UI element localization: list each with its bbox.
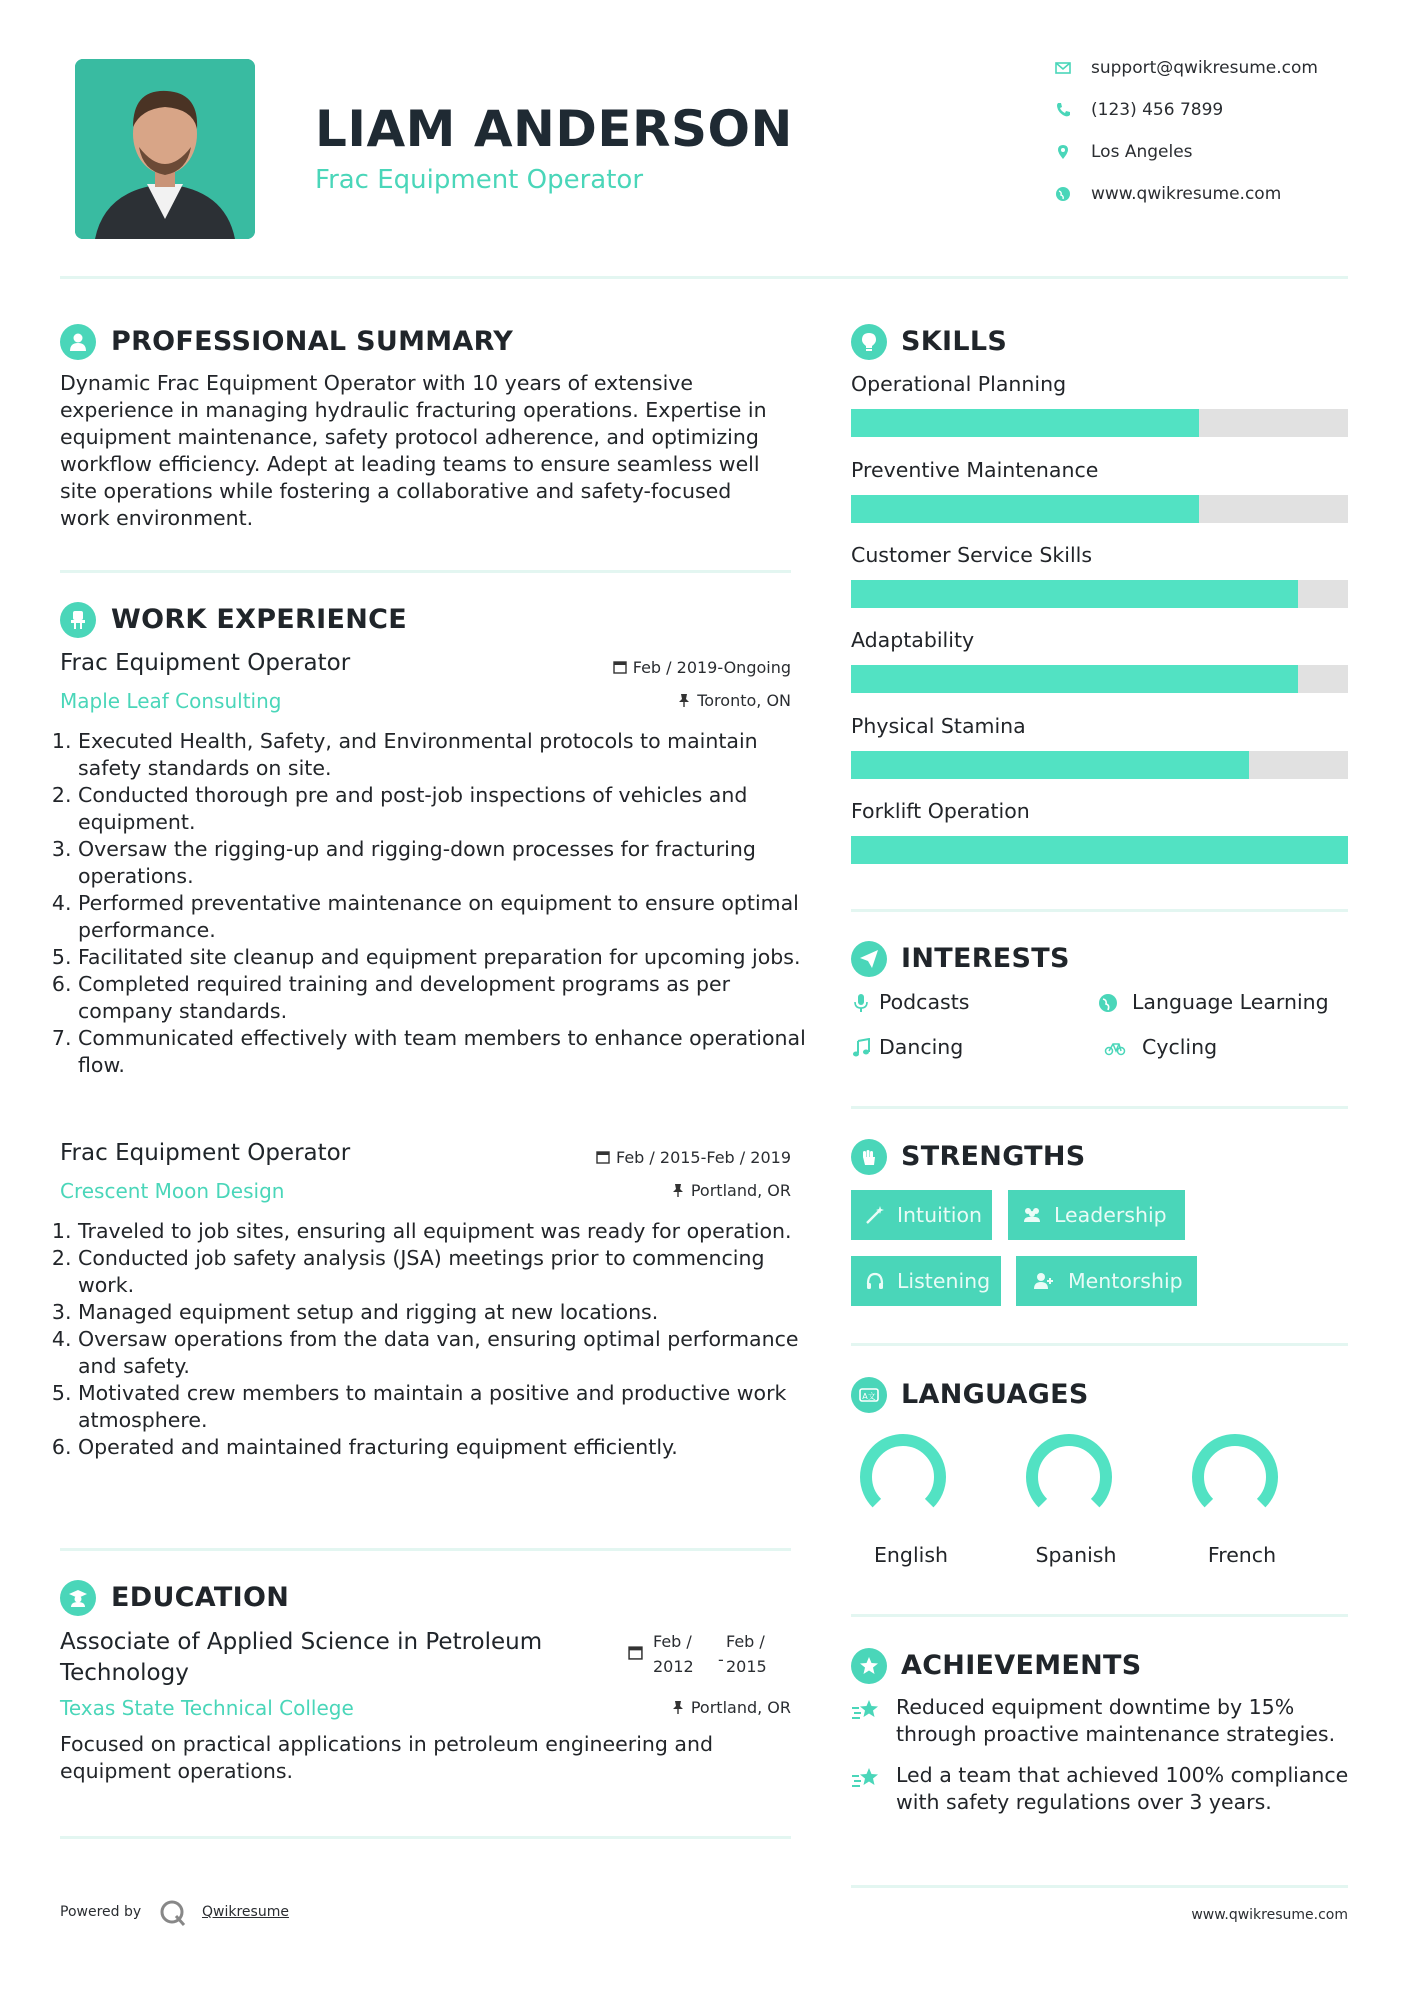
skill-bar-fill	[851, 836, 1348, 864]
edu-location	[671, 1698, 791, 1717]
calendar-icon	[613, 660, 627, 674]
languages-heading: LANGUAGES	[901, 1379, 1089, 1410]
shooting-star-icon	[851, 1698, 881, 1724]
skill-bar	[851, 751, 1348, 779]
candidate-title: Frac Equipment Operator	[315, 165, 644, 195]
job-dates-text: Feb / 2015-Feb / 2019	[616, 1148, 791, 1167]
language-ring-arc	[1032, 1440, 1106, 1503]
bicycle-icon	[1098, 1038, 1132, 1058]
map-pin-icon	[1055, 144, 1071, 160]
strength-badge	[851, 1190, 992, 1240]
strengths-divider	[851, 1343, 1348, 1346]
skill-bar-fill	[851, 580, 1298, 608]
contact-location-text: Los Angeles	[1091, 142, 1193, 162]
graduate-icon	[68, 1588, 88, 1608]
skill-bar-fill	[851, 751, 1249, 779]
achievements-heading: ACHIEVEMENTS	[901, 1650, 1142, 1681]
summary-line: work environment.	[60, 506, 254, 530]
svg-text:A文: A文	[862, 1392, 876, 1401]
skill-label: Forklift Operation	[851, 799, 1030, 823]
job-bullets	[60, 728, 818, 1079]
summary-line: workflow efficiency. Adept at leading teams to ensure seamless well	[60, 452, 760, 476]
language-ring-arc	[866, 1440, 940, 1503]
achievements-divider	[851, 1885, 1348, 1888]
shooting-star-icon	[851, 1766, 881, 1792]
strength-label: Intuition	[897, 1203, 983, 1227]
job-location-text: Portland, OR	[690, 1181, 791, 1200]
candidate-name: LIAM ANDERSON	[315, 100, 793, 158]
strengths-section-icon	[851, 1139, 887, 1175]
globe-icon	[1098, 993, 1118, 1013]
skill-bar	[851, 495, 1348, 523]
list-item: 4. Oversaw operations from the data van, ensuring optimal performance and safety.	[78, 1326, 818, 1380]
summary-line: Dynamic Frac Equipment Operator with 10 years of extensive	[60, 371, 694, 395]
skill-label: Operational Planning	[851, 372, 1067, 396]
language-ring-arc	[1198, 1440, 1272, 1503]
chair-icon	[68, 610, 88, 630]
experience-heading: WORK EXPERIENCE	[111, 604, 407, 635]
interest-label: Podcasts	[879, 990, 970, 1014]
skills-divider	[851, 909, 1348, 912]
job-location-text: Toronto, ON	[697, 691, 791, 710]
job-dates	[596, 1148, 791, 1167]
list-item: 6. Operated and maintained fracturing equipment efficiently.	[78, 1434, 818, 1461]
edu-date-start-line: Feb /	[653, 1632, 692, 1651]
skill-bar-fill	[851, 409, 1199, 437]
experience-section-icon	[60, 602, 96, 638]
summary-section-icon	[60, 324, 96, 360]
job-location	[671, 1181, 791, 1200]
degree-line: Associate of Applied Science in Petroleum	[60, 1629, 543, 1655]
users-icon	[1022, 1205, 1042, 1225]
list-item: 5. Facilitated site cleanup and equipment preparation for upcoming jobs.	[78, 944, 818, 971]
list-item: 6. Completed required training and development programs as per company standards.	[78, 971, 818, 1025]
date-separator: -	[718, 1650, 724, 1669]
contact-email-text: support@qwikresume.com	[1091, 58, 1318, 78]
summary-line: site operations while fostering a collaborative and safety-focused	[60, 479, 732, 503]
headphones-icon	[865, 1271, 885, 1291]
degree-line: Technology	[60, 1660, 189, 1686]
job-company: Maple Leaf Consulting	[60, 689, 282, 713]
education-description: Focused on practical applications in petroleum engineering and equipment operations.	[60, 1732, 713, 1783]
strength-badge	[851, 1256, 1001, 1306]
strength-label: Mentorship	[1068, 1269, 1183, 1293]
strength-badge	[1016, 1256, 1197, 1306]
skill-bar	[851, 580, 1348, 608]
edu-date-end	[726, 1629, 767, 1679]
skill-label: Adaptability	[851, 628, 975, 652]
interest-label: Language Learning	[1132, 990, 1329, 1014]
experience-divider	[60, 1548, 791, 1551]
list-item: 3. Managed equipment setup and rigging at new locations.	[78, 1299, 818, 1326]
user-plus-icon	[1030, 1271, 1056, 1291]
summary-heading: PROFESSIONAL SUMMARY	[111, 326, 514, 357]
list-item: 1. Traveled to job sites, ensuring all equipment was ready for operation.	[78, 1218, 818, 1245]
qwikresume-link[interactable]: Qwikresume	[202, 1904, 289, 1920]
interests-heading: INTERESTS	[901, 943, 1070, 974]
phone-icon	[1055, 102, 1071, 118]
avatar	[75, 59, 255, 239]
calendar-icon	[628, 1645, 643, 1664]
microphone-icon	[851, 993, 871, 1013]
interests-divider	[851, 1106, 1348, 1109]
language-ring	[858, 1432, 948, 1522]
fist-icon	[859, 1147, 879, 1167]
list-item: 4. Performed preventative maintenance on equipment to ensure optimal performance.	[78, 890, 818, 944]
language-label: English	[873, 1543, 949, 1567]
list-item: 5. Motivated crew members to maintain a positive and productive work atmosphere.	[78, 1380, 818, 1434]
translate-icon	[859, 1385, 879, 1405]
pushpin-icon	[677, 693, 691, 707]
summary-text	[60, 370, 800, 532]
job-title: Frac Equipment Operator	[60, 650, 351, 676]
contact-website-text: www.qwikresume.com	[1091, 184, 1282, 204]
list-item: 2. Conducted thorough pre and post-job inspections of vehicles and equipment.	[78, 782, 818, 836]
skills-section-icon	[851, 324, 887, 360]
skill-label: Customer Service Skills	[851, 543, 1093, 567]
language-ring	[1190, 1432, 1280, 1522]
qwikresume-logo-icon	[158, 1898, 188, 1928]
education-divider	[60, 1836, 791, 1839]
list-item: 1. Executed Health, Safety, and Environmental protocols to maintain safety standards on site.	[78, 728, 818, 782]
summary-line: experience in managing hydraulic fracturing operations. Expertise in	[60, 398, 767, 422]
school-name: Texas State Technical College	[60, 1696, 354, 1720]
edu-date-start-line: 2012	[653, 1657, 694, 1676]
degree-title	[60, 1627, 542, 1689]
user-icon	[68, 332, 88, 352]
pushpin-icon	[671, 1183, 685, 1197]
interests-section-icon	[851, 941, 887, 977]
strength-label: Listening	[897, 1269, 991, 1293]
strength-badge	[1008, 1190, 1185, 1240]
summary-line: equipment maintenance, safety protocol adherence, and optimizing	[60, 425, 759, 449]
profile-photo	[75, 59, 255, 239]
skill-bar	[851, 409, 1348, 437]
job-bullets	[60, 1218, 818, 1461]
magic-wand-icon	[865, 1205, 885, 1225]
strengths-heading: STRENGTHS	[901, 1141, 1086, 1172]
job-title: Frac Equipment Operator	[60, 1140, 351, 1166]
skill-label: Physical Stamina	[851, 714, 1026, 738]
interest-label: Dancing	[879, 1035, 964, 1059]
job-dates	[613, 658, 791, 677]
skill-label: Preventive Maintenance	[851, 458, 1099, 482]
edu-location-text: Portland, OR	[690, 1698, 791, 1717]
strength-label: Leadership	[1054, 1203, 1167, 1227]
skill-bar	[851, 836, 1348, 864]
language-ring	[1024, 1432, 1114, 1522]
education-heading: EDUCATION	[111, 1582, 290, 1613]
list-item: 7. Communicated effectively with team members to enhance operational flow.	[78, 1025, 818, 1079]
header-divider	[60, 276, 1348, 279]
contact-phone-text: (123) 456 7899	[1091, 100, 1224, 120]
star-badge-icon	[859, 1656, 879, 1676]
music-icon	[851, 1038, 871, 1058]
edu-date-end-line: Feb /	[726, 1632, 765, 1651]
skill-bar-fill	[851, 665, 1298, 693]
languages-divider	[851, 1614, 1348, 1617]
achievement-item: Led a team that achieved 100% compliance with safety regulations over 3 years.	[896, 1763, 1349, 1814]
job-location	[677, 691, 791, 710]
pushpin-icon	[671, 1700, 685, 1714]
list-item: 3. Oversaw the rigging-up and rigging-down processes for fracturing operations.	[78, 836, 818, 890]
languages-section-icon	[851, 1377, 887, 1413]
calendar-icon	[596, 1150, 610, 1164]
interest-label: Cycling	[1142, 1035, 1218, 1059]
edu-date-start	[653, 1629, 694, 1679]
skill-bar-fill	[851, 495, 1199, 523]
skill-bar	[851, 665, 1348, 693]
summary-divider	[60, 570, 791, 573]
skills-heading: SKILLS	[901, 326, 1008, 357]
language-label: French	[1207, 1543, 1277, 1567]
globe-icon	[1055, 186, 1071, 202]
envelope-icon	[1055, 60, 1071, 76]
job-company: Crescent Moon Design	[60, 1179, 285, 1203]
powered-by-text: Powered by	[60, 1904, 142, 1920]
edu-date-end-line: 2015	[726, 1657, 767, 1676]
achievements-section-icon	[851, 1648, 887, 1684]
footer-website-link[interactable]: www.qwikresume.com	[1191, 1907, 1348, 1923]
paper-plane-icon	[859, 949, 879, 969]
list-item: 2. Conducted job safety analysis (JSA) meetings prior to commencing work.	[78, 1245, 818, 1299]
job-dates-text: Feb / 2019-Ongoing	[632, 658, 791, 677]
language-label: Spanish	[1035, 1543, 1117, 1567]
achievement-item: Reduced equipment downtime by 15% through proactive maintenance strategies.	[896, 1695, 1336, 1746]
education-section-icon	[60, 1580, 96, 1616]
lightbulb-icon	[859, 332, 879, 352]
